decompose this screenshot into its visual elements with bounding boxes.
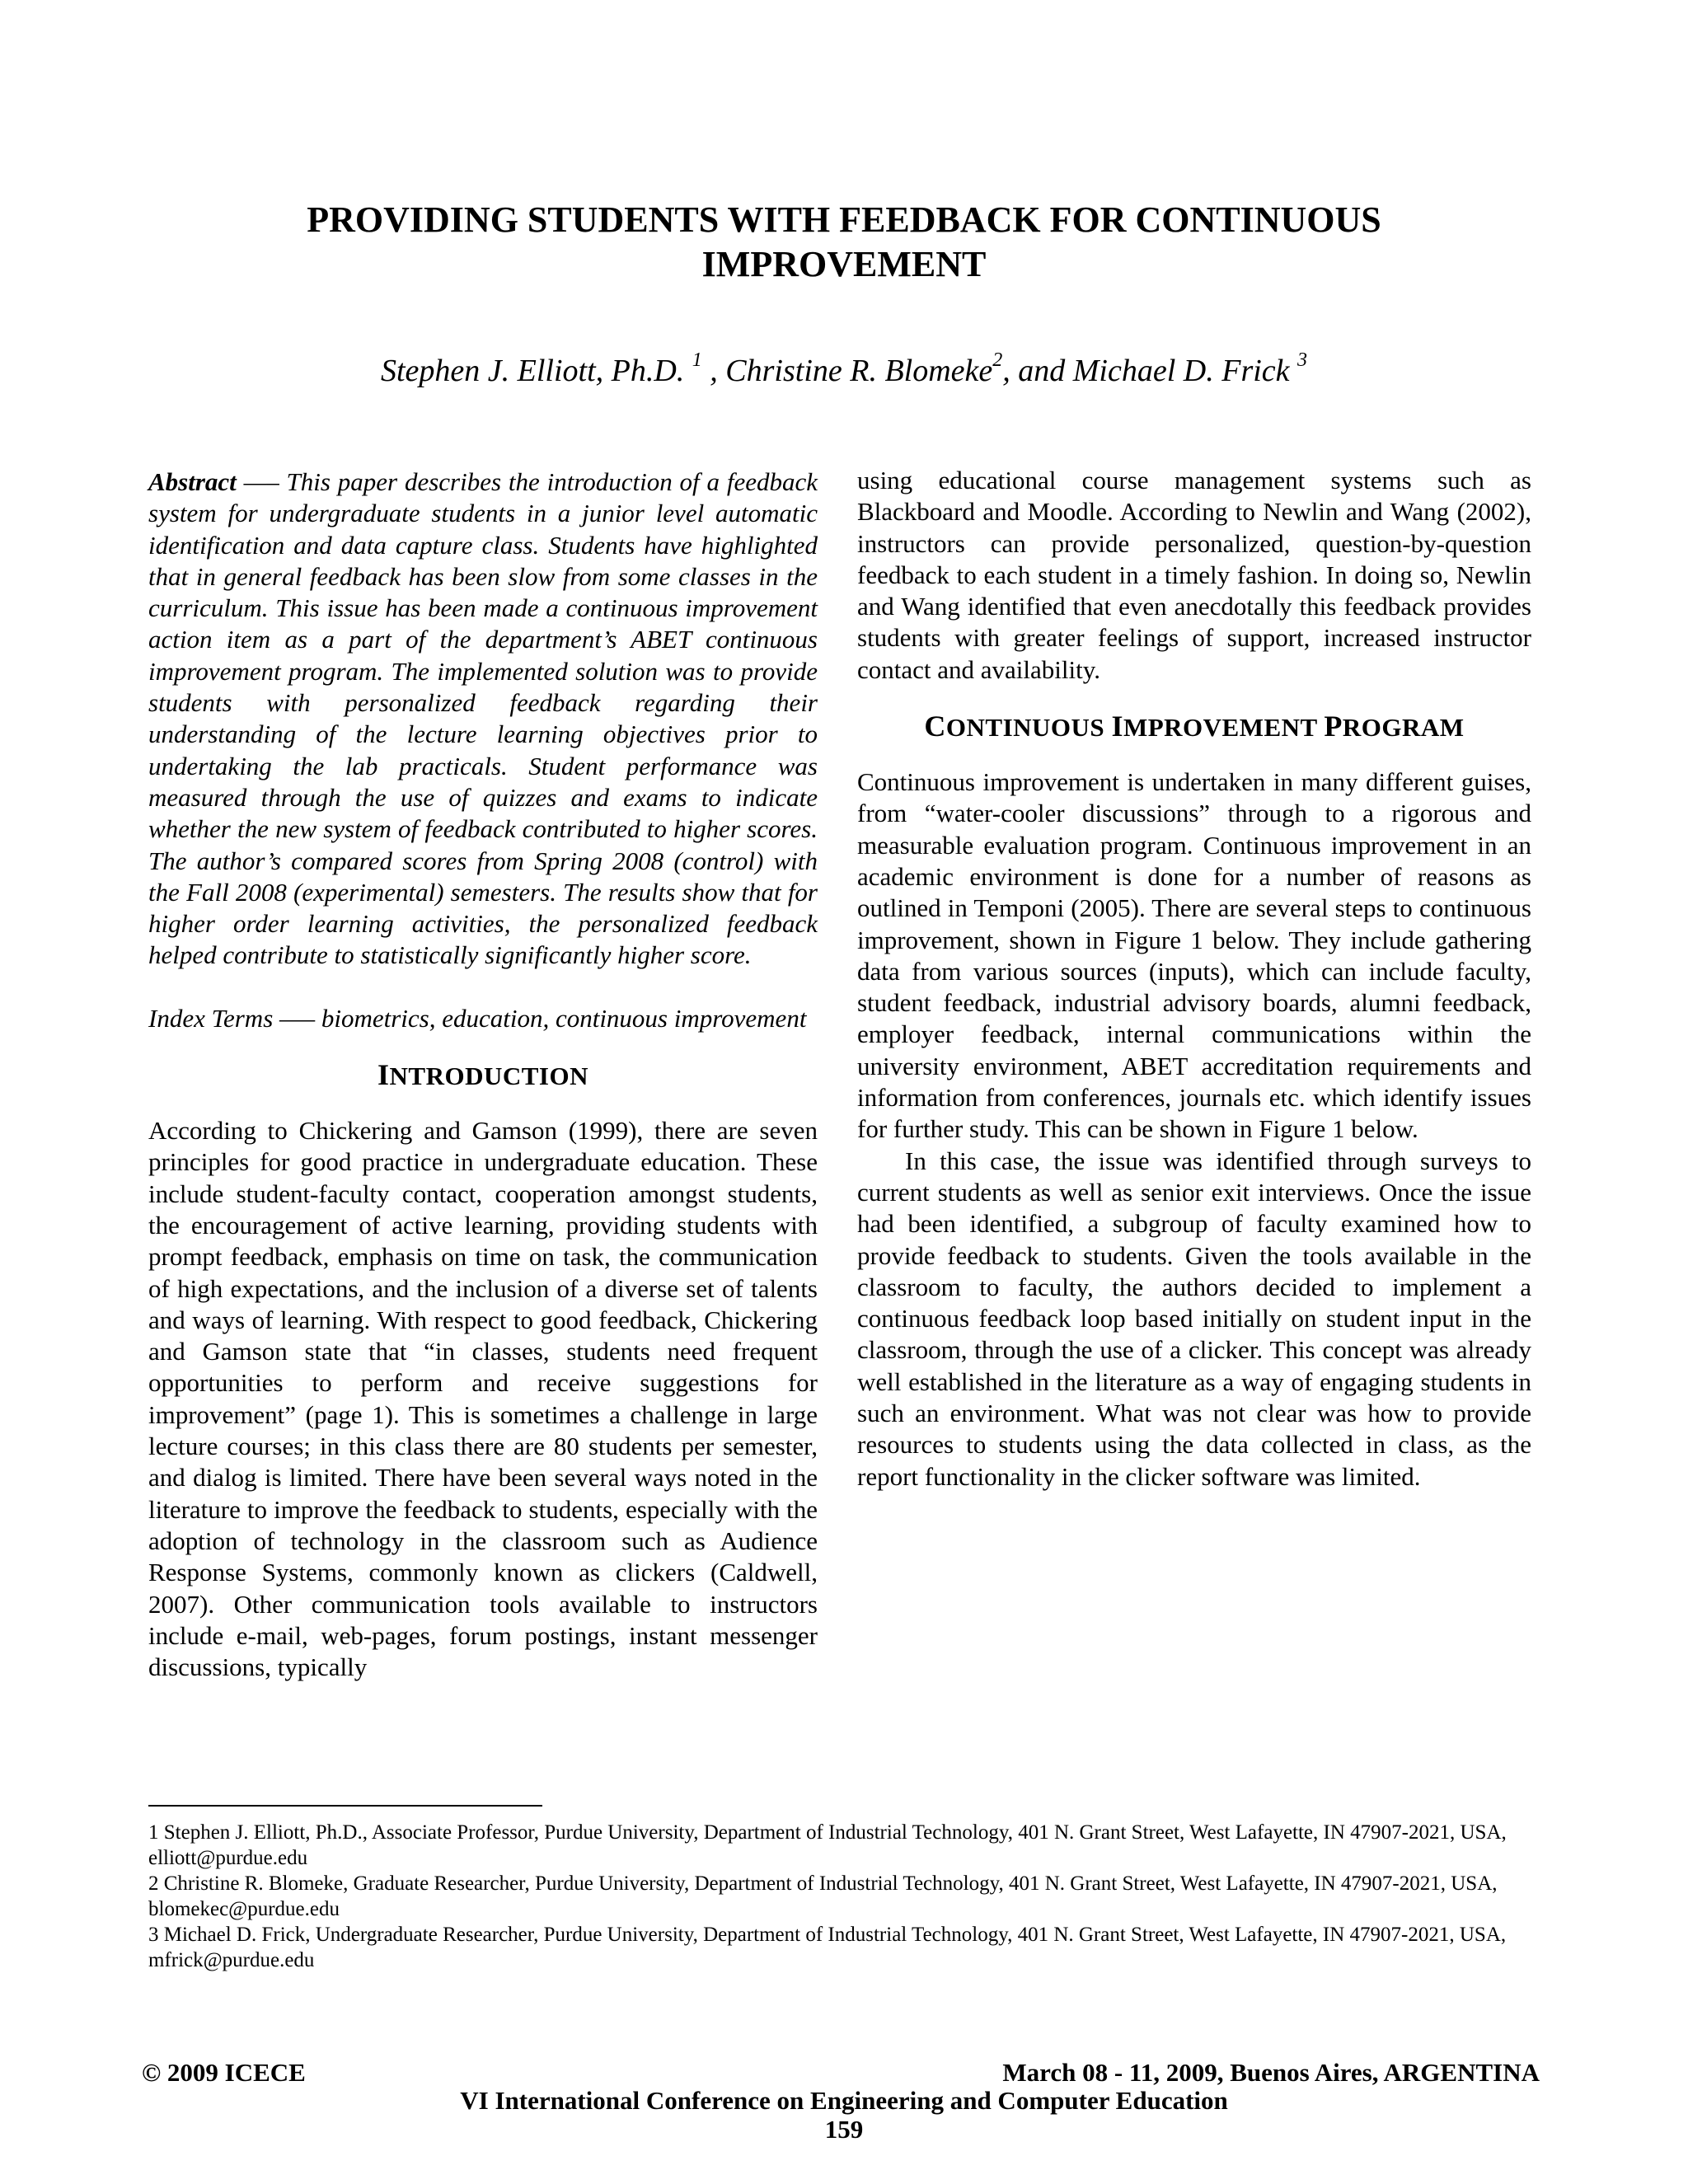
page-number: 159 <box>824 2115 864 2144</box>
footnotes <box>148 1820 1533 1973</box>
abstract-dash: —– <box>236 467 287 496</box>
cip-heading <box>857 710 1531 743</box>
abstract <box>148 466 818 972</box>
abstract-text: This paper describes the introduction of a feedback system for undergraduate students in a junior level automatic identification and data capture class. Students have highlighted that in general feedback has been slow from some classes in the curriculum. This issue has been made a continuous improvement action item as a part of the department’s ABET continuous improvement program. The implemented solution was to provide students with personalized feedback regarding their understanding of the lecture learning objectives prior to undertaking the lab practicals. Student performance was measured through the use of quizzes and exams to indicate whether the new system of feedback contributed to higher scores. The author’s compared scores from Spring 2008 (control) with the Fall 2008 (experimental) semesters. The results show that for higher order learning activities, the personalized feedback helped contribute to statistically significantly higher score. <box>148 467 818 970</box>
introduction-paragraph: According to Chickering and Gamson (1999), there are seven principles for good practice in undergraduate education. These include student-faculty contact, cooperation amongst students, the encouragement of active learning, providing students with prompt feedback, emphasis on time on task, the communication of high expectations, and the inclusion of a diverse set of talents and ways of learning. With respect to good feedback, Chickering and Gamson state that “in classes, students need frequent opportunities to perform and receive suggestions for improvement” (page 1). This is sometimes a challenge in large lecture courses; in this class there are 80 students per semester, and dialog is limited. There have been several ways noted in the literature to improve the feedback to students, especially with the adoption of technology in the classroom such as Audience Response Systems, commonly known as clickers (Caldwell, 2007). Other communication tools available to instructors include e-mail, web-pages, forum postings, instant messenger discussions, typically <box>148 1116 818 1682</box>
footnote-1: 1 Stephen J. Elliott, Ph.D., Associate Professor, Purdue University, Department of Industrial Technology, 401 N. Grant Street, West Lafayette, IN 47907-2021, USA, elliott@purdue.edu <box>148 1821 1507 1869</box>
author-3-marker: 3 <box>1297 349 1308 371</box>
introduction-heading-initial: I <box>377 1058 390 1092</box>
author-1-name: Stephen J. Elliott, Ph.D. <box>380 354 685 388</box>
footnote-2: 2 Christine R. Blomeke, Graduate Researcher, Purdue University, Department of Industrial Technology, 401 N. Grant Street, West Lafayette, IN 47907-2021, USA, blomekec@purdue.edu <box>148 1872 1498 1920</box>
author-2-marker: 2 <box>992 349 1003 371</box>
index-terms: Index Terms —– biometrics, education, continuous improvement <box>148 1003 807 1033</box>
footnote-3: 3 Michael D. Frick, Undergraduate Researcher, Purdue University, Department of Industrial Technology, 401 N. Grant Street, West Lafayette, IN 47907-2021, USA, mfrick@purdue.edu <box>148 1924 1507 1971</box>
cip-heading-initial-2: I <box>1111 710 1123 743</box>
cip-heading-word-3: ROGRAM <box>1342 713 1465 743</box>
author-1-marker: 1 <box>692 349 702 371</box>
footer-date-location: March 08 - 11, 2009, Buenos Aires, ARGENTINA <box>1002 2058 1540 2087</box>
abstract-label: Abstract <box>148 467 237 496</box>
paper-title-line-1: PROVIDING STUDENTS WITH FEEDBACK FOR CONTINUOUS <box>307 199 1381 240</box>
footer-copyright: © 2009 ICECE <box>142 2058 306 2087</box>
introduction-heading <box>148 1059 818 1092</box>
right-column <box>857 465 1531 1493</box>
left-column <box>148 466 818 1683</box>
footnote-divider <box>148 1805 542 1807</box>
introduction-continuation: using educational course management systems such as Blackboard and Moodle. According to Newlin and Wang (2002), instructors can provide personalized, question-by-question feedback to each student in a timely fashion. In doing so, Newlin and Wang identified that even anecdotally this feedback provides students with greater feelings of support, increased instructor contact and availability. <box>857 466 1531 684</box>
author-separator-1: , <box>701 354 726 388</box>
paper-title-line-2: IMPROVEMENT <box>701 244 987 284</box>
cip-paragraph-2: In this case, the issue was identified through surveys to current students as well as senior exit interviews. Once the issue had been identified, a subgroup of faculty examined how to provide feedback to students. Given the tools available in the classroom to faculty, the authors decided to implement a continuous feedback loop based initially on student input in the classroom, through the use of a clicker. This concept was already well established in the literature as a way of engaging students in such an environment. What was not clear was how to provide resources to students using the data collected in class, as the report functionality in the clicker software was limited. <box>857 1146 1531 1491</box>
author-separator-2: , and <box>1002 354 1073 388</box>
introduction-heading-rest: NTRODUCTION <box>389 1062 588 1091</box>
author-2-name: Christine R. Blomeke <box>725 354 993 388</box>
cip-heading-initial-1: C <box>924 710 946 743</box>
cip-paragraph-1: Continuous improvement is undertaken in many different guises, from “water-cooler discussions” through to a rigorous and measurable evaluation program. Continuous improvement in an academic environment is done for a number of reasons as outlined in Temponi (2005). There are several steps to continuous improvement, shown in Figure 1 below. They include gathering data from various sources (inputs), which can include faculty, student feedback, industrial advisory boards, alumni feedback, employer feedback, internal communications within the university environment, ABET accreditation requirements and information from conferences, journals etc. which identify issues for further study. This can be shown in Figure 1 below. <box>857 767 1531 1144</box>
cip-heading-word-1: ONTINUOUS <box>945 713 1112 743</box>
cip-heading-word-2: MPROVEMENT <box>1123 713 1325 743</box>
cip-heading-initial-3: P <box>1324 710 1343 743</box>
author-list <box>214 349 1474 389</box>
footer-conference-name: VI International Conference on Engineering and Computer Education <box>460 2086 1228 2115</box>
author-3-name: Michael D. Frick <box>1072 354 1290 388</box>
paper-title <box>214 198 1474 287</box>
